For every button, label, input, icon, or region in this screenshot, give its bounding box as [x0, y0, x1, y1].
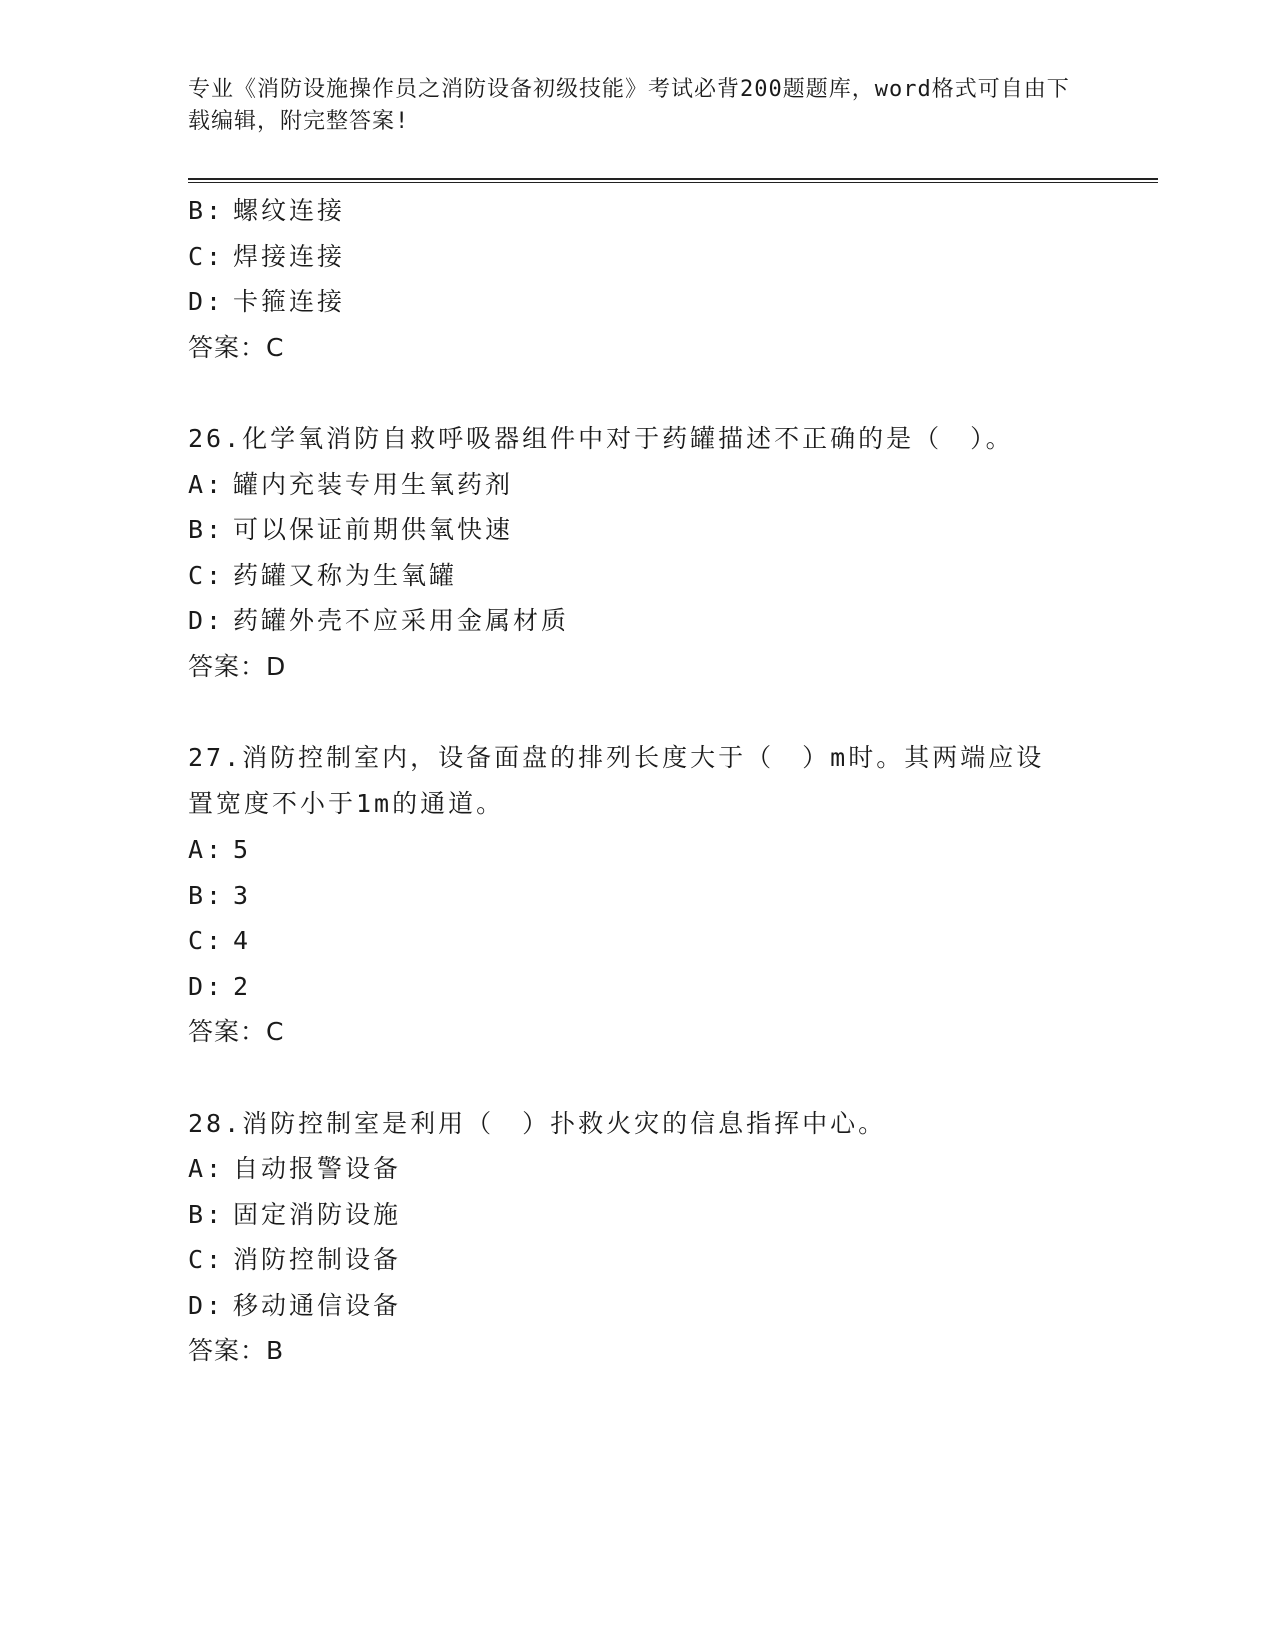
option-row	[188, 1192, 1088, 1238]
header-title: 专业《消防设施操作员之消防设备初级技能》考试必背200题题库，word格式可自由下载编辑，附完整答案!	[188, 77, 1070, 134]
answer-line: 答案：D	[188, 651, 287, 681]
question-stem: 26.化学氧消防自救呼吸器组件中对于药罐描述不正确的是（ ）。	[188, 424, 1014, 453]
spacer	[188, 1055, 1088, 1101]
question-item	[188, 735, 1088, 1055]
option-row	[188, 1237, 1088, 1283]
answer-line: 答案：B	[188, 1336, 285, 1365]
option-key: D:	[188, 287, 225, 316]
option-key: C:	[188, 1245, 225, 1274]
option-key: C:	[188, 560, 225, 590]
question-list	[188, 188, 1088, 1374]
spacer	[188, 689, 1088, 735]
question-item	[188, 416, 1088, 689]
option-text: 焊接连接	[233, 241, 346, 271]
option-text: 可以保证前期供氧快速	[233, 515, 514, 544]
option-key: B:	[188, 196, 225, 225]
option-text: 移动通信设备	[233, 1290, 402, 1320]
option-key: D:	[188, 606, 225, 635]
option-row	[188, 873, 1088, 919]
option-row	[188, 234, 1088, 280]
option-key: B:	[188, 1199, 225, 1229]
question-stem: 27.消防控制室内，设备面盘的排列长度大于（ ）m时。其两端应设置宽度不小于1m的通道。	[188, 743, 1045, 818]
option-text: 消防控制设备	[233, 1245, 402, 1274]
answer-line: 答案：C	[188, 1017, 285, 1046]
option-text: 卡箍连接	[233, 287, 346, 316]
option-text: 4	[233, 926, 252, 955]
option-row	[188, 827, 1088, 873]
option-row	[188, 462, 1088, 508]
document-header	[188, 74, 1088, 138]
option-key: B:	[188, 515, 225, 544]
option-text: 固定消防设施	[233, 1199, 402, 1229]
option-row	[188, 918, 1088, 964]
option-text: 螺纹连接	[233, 196, 346, 225]
option-row	[188, 1283, 1088, 1329]
spacer	[188, 370, 1088, 416]
answer-line: 答案：C	[188, 332, 285, 362]
option-text: 2	[233, 971, 252, 1001]
option-row	[188, 507, 1088, 553]
option-text: 药罐又称为生氧罐	[233, 560, 458, 590]
option-row	[188, 1146, 1088, 1192]
option-key: D:	[188, 971, 225, 1001]
option-row	[188, 279, 1088, 325]
option-text: 药罐外壳不应采用金属材质	[233, 606, 570, 635]
option-key: A:	[188, 469, 225, 499]
option-row	[188, 553, 1088, 599]
option-key: D:	[188, 1290, 225, 1320]
option-text: 自动报警设备	[233, 1154, 402, 1183]
option-key: A:	[188, 835, 225, 864]
option-key: C:	[188, 926, 225, 955]
option-text: 罐内充装专用生氧药剂	[233, 469, 514, 499]
header-divider	[188, 178, 1158, 183]
option-row	[188, 188, 1088, 234]
option-key: C:	[188, 241, 225, 271]
option-key: B:	[188, 880, 225, 910]
question-item	[188, 1101, 1088, 1374]
option-key: A:	[188, 1154, 225, 1183]
option-row	[188, 964, 1088, 1010]
question-stem: 28.消防控制室是利用（ ）扑救火灾的信息指挥中心。	[188, 1108, 887, 1138]
question-fragment	[188, 188, 1088, 370]
option-row	[188, 598, 1088, 644]
option-text: 3	[233, 880, 252, 910]
option-text: 5	[233, 835, 252, 864]
